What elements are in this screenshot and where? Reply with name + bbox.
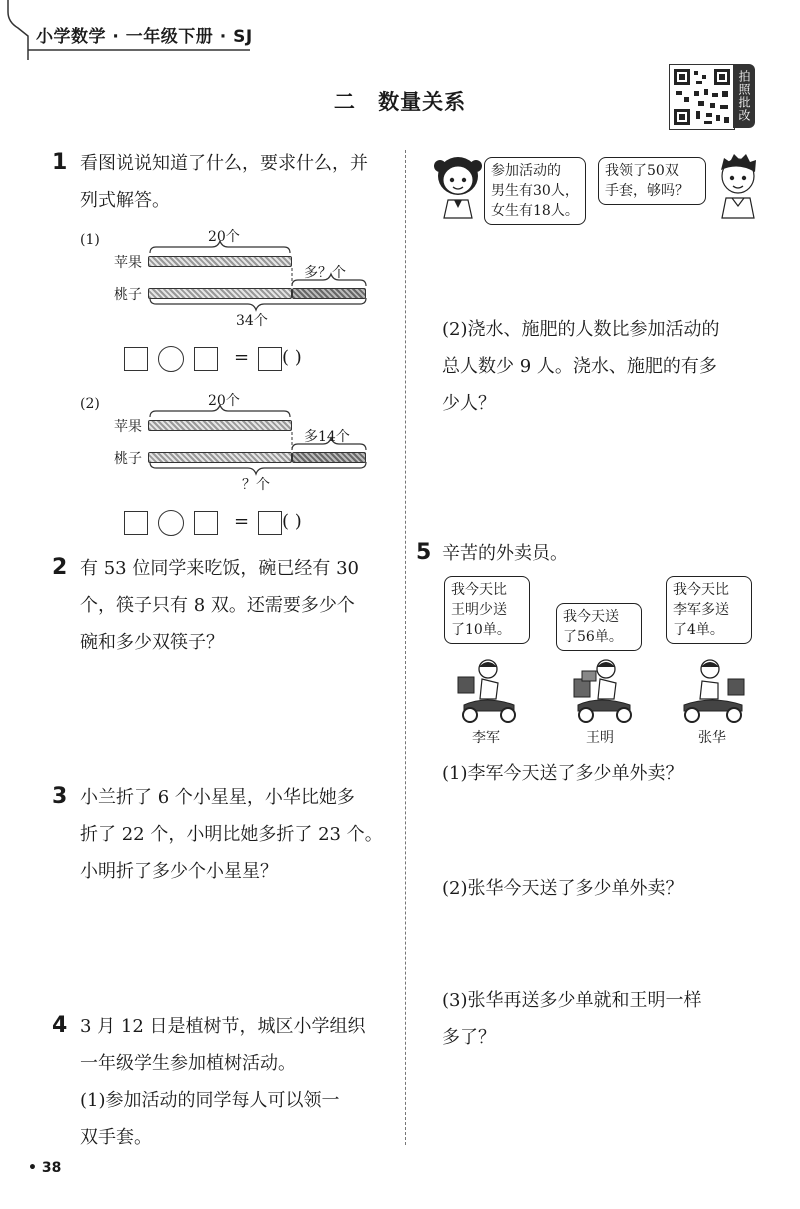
q1-p2-peach-label: 桃子 [114, 451, 142, 467]
qr-code[interactable] [669, 64, 735, 130]
q5-p1: (1)李军今天送了多少单外卖？ [442, 763, 684, 784]
q1-p1-equals: = [234, 347, 250, 368]
zhanghua-bubble-line2: 李军多送 [673, 602, 729, 618]
q5-p3-line2: 多了？ [442, 1027, 496, 1048]
girl-bubble-line2: 男生有30人， [491, 183, 579, 199]
column-divider [405, 150, 406, 1145]
zhanghua-speech-bubble [666, 576, 752, 644]
q1-p2-unit-paren[interactable]: ( ) [282, 511, 302, 532]
q1-p1-peach-bar-part2 [292, 288, 366, 299]
q4-p2-line1: (2)浇水、施肥的人数比参加活动的 [442, 319, 720, 340]
q1-p1-bottom-label: 34个 [236, 313, 268, 329]
q3-text-line3: 小明折了多少个小星星？ [80, 861, 278, 882]
girl-bubble-line1: 参加活动的 [491, 163, 561, 179]
q3-text-line1: 小兰折了 6 个小星星，小华比她多 [80, 787, 355, 808]
wangming-bubble-line1: 我今天送 [563, 609, 619, 625]
q4-number: 4 [52, 1013, 68, 1038]
q5-p2: (2)张华今天送了多少单外卖？ [442, 878, 684, 899]
q1-p2-apple-label: 苹果 [114, 419, 142, 435]
q1-p2-peach-bar-part1 [148, 452, 292, 463]
wangming-speech-bubble [556, 603, 642, 651]
lijun-name: 李军 [472, 730, 500, 746]
q3-number: 3 [52, 784, 68, 809]
q1-p2-answer-operator[interactable] [158, 510, 184, 536]
q2-text-line3: 碗和多少双筷子？ [80, 632, 224, 653]
lijun-bubble-line3: 了10单。 [451, 622, 511, 638]
q1-p1-apple-label: 苹果 [114, 255, 142, 271]
q1-p2-apple-bar [148, 420, 292, 431]
boy-speech-bubble [598, 157, 706, 205]
q1-text-line1: 看图说说知道了什么，要求什么，并 [80, 153, 368, 174]
q1-p2-equals: = [234, 511, 250, 532]
q1-p2-answer-box2[interactable] [194, 511, 218, 535]
q1-p2-answer-box3[interactable] [258, 511, 282, 535]
zhanghua-bubble-line1: 我今天比 [673, 582, 729, 598]
q3-text-line2: 折了 22 个，小明比她多折了 23 个。 [80, 824, 383, 845]
qr-tab-label: 拍照批改 [733, 64, 755, 128]
page-number: • 38 [28, 1160, 62, 1176]
lijun-scooter-icon [456, 655, 522, 725]
q4-p2-line2: 总人数少 9 人。浇水、施肥的有多 [442, 356, 717, 377]
q1-p2-peach-bar-part2 [292, 452, 366, 463]
q2-text-line2: 个，筷子只有 8 双。还需要多少个 [80, 595, 355, 616]
q1-p1-apple-bar [148, 256, 292, 267]
lijun-bubble-line1: 我今天比 [451, 582, 507, 598]
wangming-bubble-line2: 了56单。 [563, 629, 623, 645]
q1-p1-unit-paren[interactable]: ( ) [282, 347, 302, 368]
girl-speech-bubble [484, 157, 586, 225]
q1-p1-answer-operator[interactable] [158, 346, 184, 372]
q1-p1-answer-box2[interactable] [194, 347, 218, 371]
lijun-bubble-line2: 王明少送 [451, 602, 507, 618]
zhanghua-bubble-line3: 了4单。 [673, 622, 724, 638]
q5-title: 辛苦的外卖员。 [442, 543, 568, 564]
girl-icon [432, 152, 484, 220]
q2-text-line1: 有 53 位同学来吃饭，碗已经有 30 [80, 558, 359, 579]
boy-icon [712, 150, 764, 220]
q1-p1-answer-box3[interactable] [258, 347, 282, 371]
q5-number: 5 [416, 540, 432, 565]
q1-p2-diff-label: 多14个 [304, 429, 350, 445]
q1-number: 1 [52, 150, 68, 175]
wangming-name: 王明 [586, 730, 614, 746]
q1-p1-label: (1) [80, 232, 100, 248]
q1-text-line2: 列式解答。 [80, 190, 170, 211]
q1-p1-peach-label: 桃子 [114, 287, 142, 303]
lijun-speech-bubble [444, 576, 530, 644]
q1-p2-answer-box1[interactable] [124, 511, 148, 535]
zhanghua-name: 张华 [698, 730, 726, 746]
q1-p1-diff-label: 多？个 [304, 265, 346, 281]
qr-pattern [670, 65, 734, 129]
girl-bubble-line3: 女生有18人。 [491, 203, 579, 219]
boy-bubble-line2: 手套，够吗？ [605, 183, 689, 199]
q2-number: 2 [52, 555, 68, 580]
wangming-scooter-icon [570, 655, 636, 725]
q1-p2-label: (2) [80, 396, 100, 412]
boy-bubble-line1: 我领了50双 [605, 163, 679, 179]
q4-p1-line1: (1)参加活动的同学每人可以领一 [80, 1090, 340, 1111]
q4-text-line2: 一年级学生参加植树活动。 [80, 1053, 296, 1074]
q1-p1-top-label: 20个 [208, 229, 240, 245]
zhanghua-scooter-icon [678, 655, 748, 725]
q1-p2-bottom-label: ？个 [242, 477, 270, 493]
book-title: 小学数学 · 一年级下册 · SJ [36, 27, 253, 47]
q1-p1-peach-bar-part1 [148, 288, 292, 299]
q4-text-line1: 3 月 12 日是植树节，城区小学组织 [80, 1016, 366, 1037]
q4-p2-line3: 少人？ [442, 393, 496, 414]
q4-p1-line2: 双手套。 [80, 1127, 152, 1148]
section-title: 二 数量关系 [333, 90, 467, 114]
q1-p2-top-label: 20个 [208, 393, 240, 409]
q5-p3-line1: (3)张华再送多少单就和王明一样 [442, 990, 702, 1011]
q1-p1-answer-box1[interactable] [124, 347, 148, 371]
